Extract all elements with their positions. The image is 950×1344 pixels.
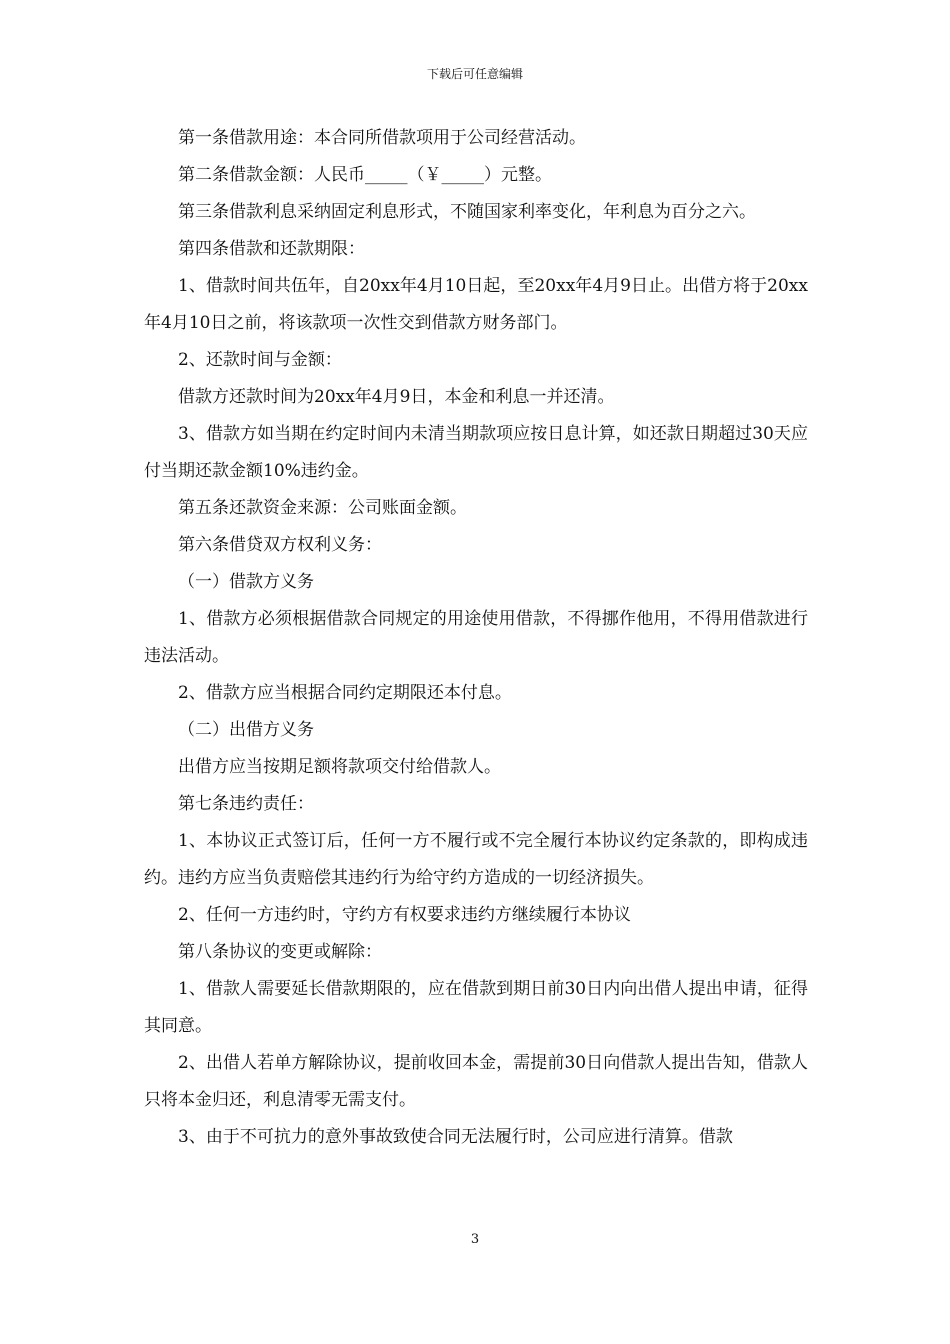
paragraph-article-4-item-2: 2、还款时间与金额： (178, 350, 342, 370)
paragraph-article-8-title: 第八条协议的变更或解除： (178, 942, 382, 962)
paragraph-article-6-item-2: 2、借款方应当根据合同约定期限还本付息。 (178, 683, 512, 703)
paragraph-article-6-lender-duty: 出借方应当按期足额将款项交付给借款人。 (178, 757, 501, 777)
paragraph-article-8-item-2: 2、出借人若单方解除协议，提前收回本金，需提前30日向借款人提出告知，借款人只将本金归还，利息清零无需支付。 (144, 1053, 808, 1110)
paragraph-article-6-section-2: （二）出借方义务 (178, 720, 314, 740)
paragraph-article-1: 第一条借款用途：本合同所借款项用于公司经营活动。 (178, 128, 586, 148)
paragraph-article-6-section-1: （一）借款方义务 (178, 572, 314, 592)
paragraph-article-5: 第五条还款资金来源：公司账面金额。 (178, 498, 467, 518)
paragraph-article-2: 第二条借款金额：人民币_____（￥_____）元整。 (178, 165, 552, 185)
paragraph-article-4-title: 第四条借款和还款期限： (178, 239, 365, 259)
paragraph-article-4-item-3: 3、借款方如当期在约定时间内未清当期款项应按日息计算，如还款日期超过30天应付当期还款金额10%违约金。 (144, 424, 808, 481)
paragraph-article-6-title: 第六条借贷双方权利义务： (178, 535, 382, 555)
paragraph-article-7-title: 第七条违约责任： (178, 794, 314, 814)
paragraph-article-8-item-3: 3、由于不可抗力的意外事故致使合同无法履行时，公司应进行清算。借款 (178, 1127, 733, 1147)
paragraph-article-8-item-1: 1、借款人需要延长借款期限的，应在借款到期日前30日内向出借人提出申请，征得其同意。 (144, 979, 808, 1036)
paragraph-article-4-repayment: 借款方还款时间为20xx年4月9日，本金和利息一并还清。 (178, 387, 615, 407)
paragraph-article-6-item-1: 1、借款方必须根据借款合同规定的用途使用借款，不得挪作他用，不得用借款进行违法活动。 (144, 609, 808, 666)
page-header-note: 下载后可任意编辑 (426, 67, 523, 81)
paragraph-article-4-item-1: 1、借款时间共伍年，自20xx年4月10日起，至20xx年4月9日止。出借方将于20xx年4月10日之前，将该款项一次性交到借款方财务部门。 (144, 276, 808, 333)
document-body (144, 120, 808, 1156)
page-number: 3 (470, 1232, 480, 1247)
paragraph-article-7-item-2: 2、任何一方违约时，守约方有权要求违约方继续履行本协议 (178, 905, 631, 925)
paragraph-article-3: 第三条借款利息采纳固定利息形式，不随国家利率变化，年利息为百分之六。 (178, 202, 756, 222)
paragraph-article-7-item-1: 1、本协议正式签订后，任何一方不履行或不完全履行本协议约定条款的，即构成违约。违约方应当负责赔偿其违约行为给守约方造成的一切经济损失。 (144, 831, 808, 888)
